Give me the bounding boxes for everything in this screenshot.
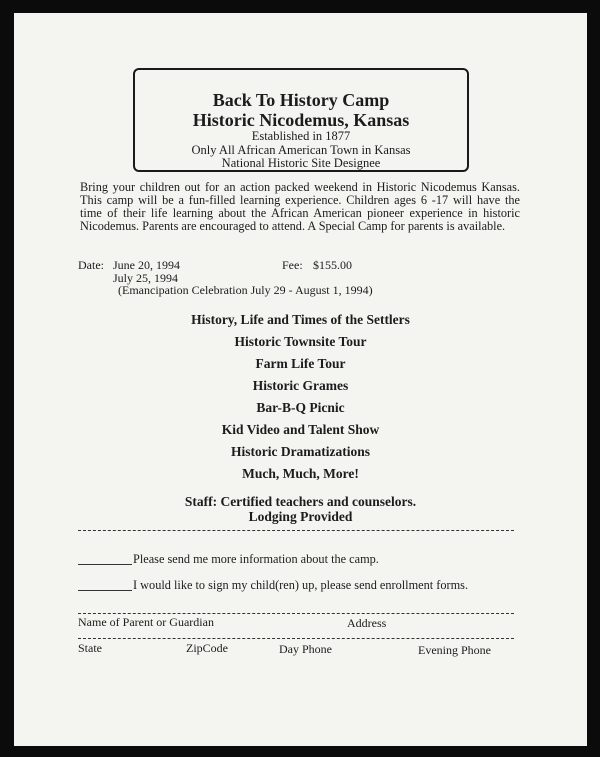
evening-phone-label: Evening Phone xyxy=(418,643,491,657)
date-label: Date: xyxy=(78,258,104,272)
flyer-page xyxy=(14,13,587,746)
activity-item: Much, Much, More! xyxy=(242,466,359,481)
activity-item: Bar-B-Q Picnic xyxy=(256,400,345,415)
activity-item: Historic Dramatizations xyxy=(230,444,371,459)
location-title: Historic Nicodemus, Kansas xyxy=(192,110,410,130)
address-label: Address xyxy=(347,616,387,630)
state-phone-line[interactable] xyxy=(78,638,514,639)
dashed-divider xyxy=(78,530,514,531)
activity-item: Historic Grames xyxy=(252,378,349,393)
date-note: (Emancipation Celebration July 29 - August 1, 1994) xyxy=(118,283,373,297)
designation-line: National Historic Site Designee xyxy=(221,156,381,170)
staff-line: Staff: Certified teachers and counselors. xyxy=(184,494,417,509)
tagline: Only All African American Town in Kansas xyxy=(191,142,411,157)
fee-label: Fee: xyxy=(282,258,303,272)
state-label: State xyxy=(78,641,102,655)
date-2: July 25, 1994 xyxy=(113,271,179,285)
lodging-line: Lodging Provided xyxy=(248,509,353,524)
date-1: June 20, 1994 xyxy=(113,258,180,272)
camp-title: Back To History Camp xyxy=(212,90,390,110)
day-phone-label: Day Phone xyxy=(279,642,332,656)
title-box xyxy=(133,68,469,172)
established-line: Established in 1877 xyxy=(251,129,351,143)
activity-item: History, Life and Times of the Settlers xyxy=(191,312,410,327)
option1-blank[interactable] xyxy=(78,564,132,565)
activity-item: Farm Life Tour xyxy=(255,356,346,371)
name-label: Name of Parent or Guardian xyxy=(78,615,214,629)
activity-item: Kid Video and Talent Show xyxy=(221,422,380,437)
activity-item: Historic Townsite Tour xyxy=(234,334,367,349)
name-address-line[interactable] xyxy=(78,613,514,614)
zip-label: ZipCode xyxy=(186,641,228,655)
option1-text: Please send me more information about the camp. xyxy=(133,552,379,566)
intro-paragraph: Bring your children out for an action packed weekend in Historic Nicodemus Kansas. This camp will be a fun-filled learning experience. Children ages 6 -17 will have the time of their life learning about the African American pioneer experience in historic Nicodemus. Parents are encouraged to attend. A Special Camp for parents is available. xyxy=(80,180,520,233)
fee-value: $155.00 xyxy=(313,258,352,272)
option2-blank[interactable] xyxy=(78,590,132,591)
option2-text: I would like to sign my child(ren) up, please send enrollment forms. xyxy=(133,578,469,592)
